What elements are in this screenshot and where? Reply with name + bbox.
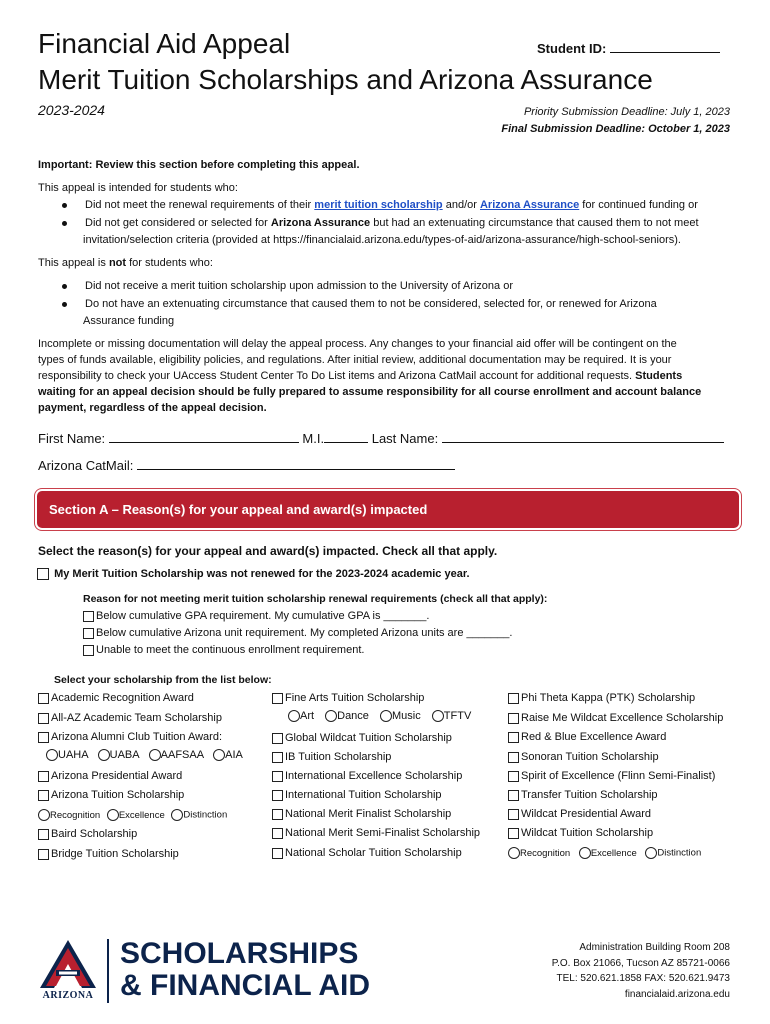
nm-finalist-option[interactable]: National Merit Finalist Scholarship bbox=[272, 807, 451, 822]
university-logo bbox=[36, 938, 100, 1004]
checkbox[interactable] bbox=[272, 790, 283, 801]
student-id-label: Student ID: bbox=[537, 41, 607, 56]
logo-divider bbox=[107, 939, 109, 1003]
checkbox[interactable] bbox=[38, 849, 49, 860]
reason-gpa-option[interactable]: Below cumulative GPA requirement. My cumulative GPA is _______. bbox=[83, 609, 429, 624]
bullet-icon bbox=[62, 221, 67, 226]
intended-bullet-2: Did not get considered or selected for Arizona Assurance but had an extenuating circumstance that caused them to not meet bbox=[38, 216, 699, 231]
not-for-lead: This appeal is not for students who: bbox=[38, 257, 213, 269]
not-renewed-checkbox[interactable] bbox=[37, 568, 49, 580]
important-note: Important: Review this section before completing this appeal. bbox=[38, 159, 360, 171]
disclaimer-line-5: payment, regardless of the appeal decision. bbox=[38, 402, 267, 414]
priority-deadline: Priority Submission Deadline: July 1, 2023 bbox=[523, 106, 730, 118]
checkbox[interactable] bbox=[38, 771, 49, 782]
reason-units-option[interactable]: Below cumulative Arizona unit requirement. My completed Arizona units are _______. bbox=[83, 626, 512, 641]
arizona-tuition-radios: Recognition Excellence Distinction bbox=[38, 809, 227, 821]
checkbox[interactable] bbox=[508, 790, 519, 801]
checkbox[interactable] bbox=[272, 809, 283, 820]
name-fields bbox=[38, 430, 724, 446]
bullet-icon bbox=[62, 302, 67, 307]
disclaimer-line-1: Incomplete or missing documentation will delay the appeal process. Any changes to your financial aid offer will be contingent on the bbox=[38, 338, 677, 350]
checkbox[interactable] bbox=[272, 752, 283, 763]
student-id-line[interactable] bbox=[610, 40, 720, 53]
intended-lead: This appeal is intended for students who: bbox=[38, 182, 238, 194]
mi-line[interactable] bbox=[324, 430, 368, 443]
arizona-assurance-link[interactable]: Arizona Assurance bbox=[479, 199, 580, 211]
not-for-bullet-1: Did not receive a merit tuition scholarship upon admission to the University of Arizona or bbox=[38, 279, 513, 294]
office-address bbox=[552, 940, 730, 1002]
reason-enrollment-option[interactable]: Unable to meet the continuous enrollment requirement. bbox=[83, 643, 364, 658]
checkbox[interactable] bbox=[272, 848, 283, 859]
transfer-option[interactable]: Transfer Tuition Scholarship bbox=[508, 788, 658, 803]
select-scholarship-instruction: Select your scholarship from the list below: bbox=[54, 674, 272, 686]
bullet-icon bbox=[62, 203, 67, 208]
baird-option[interactable]: Baird Scholarship bbox=[38, 827, 137, 842]
arizona-wordmark: ARIZONA bbox=[42, 990, 94, 1001]
tftv-radio[interactable] bbox=[432, 710, 444, 722]
checkbox[interactable] bbox=[508, 693, 519, 704]
global-wildcat-option[interactable]: Global Wildcat Tuition Scholarship bbox=[272, 731, 452, 746]
address-line-2: P.O. Box 21066, Tucson AZ 85721-0066 bbox=[551, 957, 730, 969]
checkbox[interactable] bbox=[508, 771, 519, 782]
academic-recognition-option[interactable]: Academic Recognition Award bbox=[38, 691, 194, 706]
raise-me-option[interactable]: Raise Me Wildcat Excellence Scholarship bbox=[508, 711, 723, 726]
last-name-line[interactable] bbox=[442, 430, 724, 443]
national-scholar-option[interactable]: National Scholar Tuition Scholarship bbox=[272, 846, 462, 861]
not-renewed-option[interactable]: My Merit Tuition Scholarship was not renewed for the 2023-2024 academic year. bbox=[37, 568, 470, 580]
checkbox[interactable] bbox=[38, 693, 49, 704]
select-reasons-instruction: Select the reason(s) for your appeal and award(s) impacted. Check all that apply. bbox=[38, 544, 498, 558]
title-line1: Financial Aid Appeal bbox=[38, 28, 291, 59]
last-name-label: Last Name: bbox=[371, 431, 439, 446]
wildcat-tuition-option[interactable]: Wildcat Tuition Scholarship bbox=[508, 826, 653, 841]
final-deadline: Final Submission Deadline: October 1, 2023 bbox=[501, 123, 730, 135]
catmail-field bbox=[38, 457, 455, 473]
distinction-radio[interactable] bbox=[171, 809, 183, 821]
nm-semifinalist-option[interactable]: National Merit Semi-Finalist Scholarship bbox=[272, 826, 480, 841]
arizona-tuition-option[interactable]: Arizona Tuition Scholarship bbox=[38, 788, 184, 803]
reason-enrollment-checkbox[interactable] bbox=[83, 645, 94, 656]
presidential-option[interactable]: Arizona Presidential Award bbox=[38, 769, 182, 784]
aafsaa-radio[interactable] bbox=[149, 749, 161, 761]
checkbox[interactable] bbox=[508, 713, 519, 724]
intl-tuition-option[interactable]: International Tuition Scholarship bbox=[272, 788, 442, 803]
dance-radio[interactable] bbox=[325, 710, 337, 722]
red-blue-option[interactable]: Red & Blue Excellence Award bbox=[508, 730, 666, 745]
art-radio[interactable] bbox=[288, 710, 300, 722]
logo-text-line2: & FINANCIAL AID bbox=[120, 969, 370, 1002]
intl-excellence-option[interactable]: International Excellence Scholarship bbox=[272, 769, 462, 784]
mi-label: M.I. bbox=[302, 431, 325, 446]
checkbox[interactable] bbox=[38, 790, 49, 801]
music-radio[interactable] bbox=[380, 710, 392, 722]
aia-radio[interactable] bbox=[213, 749, 225, 761]
section-a-title: Section A – Reason(s) for your appeal and award(s) impacted bbox=[49, 502, 428, 517]
merit-scholarship-link[interactable]: merit tuition scholarship bbox=[314, 199, 443, 211]
arizona-a-icon bbox=[36, 938, 100, 990]
not-for-bullet-2: Do not have an extenuating circumstance that caused them to not be considered, selected for, or renewed for Arizona bbox=[38, 297, 657, 312]
alumni-club-option[interactable]: Arizona Alumni Club Tuition Award: bbox=[38, 730, 222, 745]
wildcat-tuition-radios: Recognition Excellence Distinction bbox=[508, 847, 701, 859]
checkbox[interactable] bbox=[508, 752, 519, 763]
fine-arts-radios: Art Dance Music TFTV bbox=[288, 709, 471, 724]
ptk-option[interactable]: Phi Theta Kappa (PTK) Scholarship bbox=[508, 691, 695, 706]
address-line-1: Administration Building Room 208 bbox=[579, 942, 730, 953]
checkbox[interactable] bbox=[508, 809, 519, 820]
title-line2: Merit Tuition Scholarships and Arizona Assurance bbox=[38, 64, 653, 95]
checkbox[interactable] bbox=[272, 693, 283, 704]
first-name-label: First Name: bbox=[38, 431, 106, 446]
checkbox[interactable] bbox=[508, 828, 519, 839]
checkbox[interactable] bbox=[38, 732, 49, 743]
checkbox[interactable] bbox=[272, 828, 283, 839]
checkbox[interactable] bbox=[272, 733, 283, 744]
fine-arts-option[interactable]: Fine Arts Tuition Scholarship bbox=[272, 691, 424, 706]
first-name-line[interactable] bbox=[109, 430, 299, 443]
reason-gpa-checkbox[interactable] bbox=[83, 611, 94, 622]
logo-text-line1: SCHOLARSHIPS bbox=[120, 937, 359, 970]
website-link[interactable]: financialaid.arizona.edu bbox=[624, 988, 730, 1000]
all-az-option[interactable]: All-AZ Academic Team Scholarship bbox=[38, 711, 222, 726]
checkbox[interactable] bbox=[38, 829, 49, 840]
bridge-option[interactable]: Bridge Tuition Scholarship bbox=[38, 847, 179, 862]
disclaimer-line-4: waiting for an appeal decision should be fully prepared to assume responsibility for all course enrollment and account balance bbox=[38, 386, 702, 398]
address-line-3: TEL: 520.621.1858 FAX: 520.621.9473 bbox=[556, 973, 730, 984]
bullet-icon bbox=[62, 284, 67, 289]
sonoran-option[interactable]: Sonoran Tuition Scholarship bbox=[508, 750, 659, 765]
uaha-radio[interactable] bbox=[46, 749, 58, 761]
recognition-radio[interactable] bbox=[38, 809, 50, 821]
not-for-bullet-2-cont: Assurance funding bbox=[83, 315, 175, 327]
intended-bullet-1: Did not meet the renewal requirements of their merit tuition scholarship and/or Arizona Assurance for continued funding or bbox=[38, 198, 738, 213]
section-a-header bbox=[37, 491, 739, 528]
student-id-field[interactable] bbox=[537, 40, 720, 56]
academic-year: 2023-2024 bbox=[38, 102, 105, 118]
checkbox[interactable] bbox=[272, 771, 283, 782]
checkbox[interactable] bbox=[38, 713, 49, 724]
catmail-label: Arizona CatMail: bbox=[38, 458, 134, 473]
checkbox[interactable] bbox=[508, 732, 519, 743]
excellence-radio[interactable] bbox=[107, 809, 119, 821]
recognition-radio[interactable] bbox=[508, 847, 520, 859]
intended-bullet-2-cont: invitation/selection criteria (provided at https://financialaid.arizona.edu/types-of-aid/arizona-assurance/high-school-seniors). bbox=[83, 234, 681, 246]
wildcat-presidential-option[interactable]: Wildcat Presidential Award bbox=[508, 807, 651, 822]
catmail-line[interactable] bbox=[137, 457, 455, 470]
reason-heading: Reason for not meeting merit tuition scholarship renewal requirements (check all that apply): bbox=[83, 593, 548, 605]
ib-option[interactable]: IB Tuition Scholarship bbox=[272, 750, 391, 765]
excellence-radio[interactable] bbox=[579, 847, 591, 859]
disclaimer-line-2: types of funds available, eligibility policies, and regulations. After initial review, additional documentation may be required. It is your bbox=[38, 354, 672, 366]
reason-units-checkbox[interactable] bbox=[83, 628, 94, 639]
alumni-club-radios: UAHA UABA AAFSAA AIA bbox=[46, 748, 243, 763]
spirit-option[interactable]: Spirit of Excellence (Flinn Semi-Finalist) bbox=[508, 769, 715, 784]
uaba-radio[interactable] bbox=[98, 749, 110, 761]
disclaimer-line-3: responsibility to check your UAccess Student Center To Do List items and Arizona CatMail account for additional requests. Students bbox=[38, 370, 683, 382]
distinction-radio[interactable] bbox=[645, 847, 657, 859]
